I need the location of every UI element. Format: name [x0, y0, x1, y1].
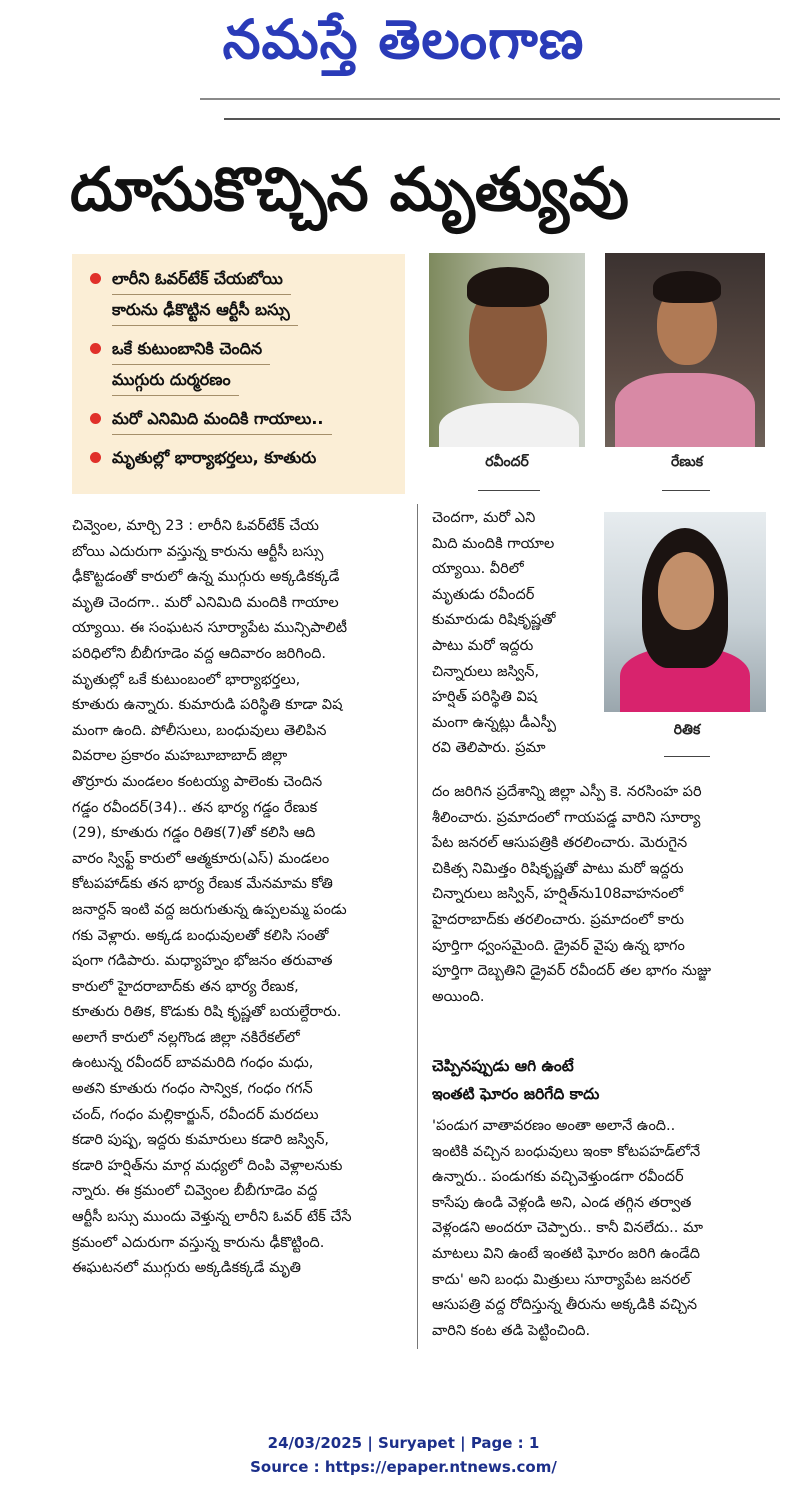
article-line: వివరాల ప్రకారం మహబూబాబాద్ జిల్లా	[72, 748, 288, 765]
article-line: రవి తెలిపారు. ప్రమా	[432, 740, 546, 757]
caption-ravinder: రవీందర్	[485, 454, 529, 470]
bullet-icon	[90, 413, 101, 424]
article-line: శీలించారు. ప్రమాదంలో గాయపడ్డ వారిని సూర్యా	[432, 809, 701, 826]
article-line: అతని కూతురు గంధం సాన్విక, గంధం గగన్	[72, 1081, 313, 1098]
article-line: దం జరిగిన ప్రదేశాన్ని జిల్లా ఎస్పీ కె. నరసింహ పరి	[432, 784, 702, 800]
article-line: ఉంటున్న రవీందర్ బావమరిది గంధం మధు,	[72, 1055, 314, 1072]
article-line: గకు వెళ్లారు. అక్కడ బంధువులతో కలిసి సంతో	[72, 927, 329, 944]
photo-renuka	[605, 253, 765, 447]
article-headline: దూసుకొచ్చిన మృత్యువు	[70, 155, 629, 225]
article-line: వెళ్లండని అందరూ చెప్పారు.. కానీ వినలేదు.. మా	[432, 1220, 703, 1237]
article-line: న్నారు. ఈ క్రమంలో చివ్వెంల బీబీగూడెం వద్ద	[72, 1183, 318, 1200]
article-line: గడ్డం రవీందర్(34).. తన భార్య గడ్డం రేణుక	[72, 799, 318, 816]
article-line: అలాగే కారులో నల్లగొండ జిల్లా నకిరేకల్‌లో	[72, 1029, 300, 1046]
article-line: బోయి ఎదురుగా వస్తున్న కారును ఆర్టీసీ బస్సు	[72, 543, 324, 560]
highlight-line: ఒకే కుటుంబానికి చెందిన	[112, 334, 270, 365]
top-divider	[200, 98, 780, 100]
caption-rule	[662, 490, 710, 491]
article-column-2-lower	[432, 780, 772, 1010]
article-line: కారులో హైదరాబాద్‌కు తన భార్య రేణుక,	[72, 978, 299, 995]
caption-rule	[478, 490, 540, 491]
highlight-item	[84, 443, 395, 473]
article-line: ఈఘటనలో ముగ్గురు అక్కడికక్కడే మృతి	[72, 1260, 302, 1277]
highlight-item	[84, 264, 395, 326]
highlight-line: ముగ్గురు దుర్మరణం	[112, 365, 239, 396]
highlight-item	[84, 334, 395, 396]
article-line: చిన్నారులు జస్విన్,	[432, 663, 540, 680]
article-line: మంగా ఉంది. పోలీసులు, బంధువులు తెలిపిన	[72, 722, 327, 739]
article-line: వారం స్విఫ్ట్ కారులో ఆత్మకూరు(ఎస్) మండలం	[72, 850, 330, 867]
article-line: పాటు మరో ఇద్దరు	[432, 637, 534, 654]
article-line: ఇంటికి వచ్చిన బంధువులు ఇంకా కోటపహడ్‌లోనే	[432, 1143, 701, 1160]
main-divider	[224, 118, 780, 120]
highlights-box	[72, 254, 405, 494]
article-line: కూతురు ఉన్నారు. కుమారుడి పరిస్థితి కూడా విష	[72, 697, 343, 714]
article-line: మృతుడు రవీందర్	[432, 586, 535, 603]
article-line: షంగా గడిపారు. మధ్యాహ్నం భోజనం తరువాత	[72, 953, 333, 970]
column-divider	[417, 504, 418, 1349]
article-line: కాదు' అని బంధు మిత్రులు సూర్యాపేట జనరల్	[432, 1271, 691, 1288]
article-line: ఢీకొట్టడంతో కారులో ఉన్న ముగ్గురు అక్కడికక్కడే	[72, 569, 340, 586]
article-line: మృతుల్లో ఒకే కుటుంబంలో భార్యాభర్తలు,	[72, 671, 301, 688]
article-line: కుమారుడు రిషికృష్ణతో	[432, 612, 556, 629]
article-line: చంద్, గంధం మల్లికార్జున్, రవీందర్ మరదలు	[72, 1106, 319, 1123]
article-line: 'పండుగ వాతావరణం అంతా అలానే ఉంది..	[432, 1118, 676, 1134]
photo-shirt	[439, 403, 579, 447]
photo-ravinder	[429, 253, 585, 447]
article-line: చెందగా, మరో ఎని	[432, 510, 536, 526]
highlight-line: లారీని ఓవర్‌టేక్ చేయబోయి	[112, 264, 291, 295]
article-line: హర్షిత్ పరిస్థితి విష	[432, 689, 538, 706]
article-line: య్యాయి. వీరిలో	[432, 561, 524, 578]
masthead-logo: నమస్తే తెలంగాణ	[222, 8, 585, 71]
header-rule	[200, 98, 780, 128]
article-line: పరిధిలోని బీబీగూడెం వద్ద ఆదివారం జరిగింది.	[72, 645, 327, 662]
highlight-item	[84, 404, 395, 435]
bullet-icon	[90, 273, 101, 284]
article-line: చివ్వెంల, మార్చి 23 : లారీని ఓవర్‌టేక్ చేయ	[72, 518, 319, 534]
article-line: పూర్తిగా ధ్వంసమైంది. డ్రైవర్ వైపు ఉన్న భాగం	[432, 937, 685, 954]
article-line: కడారి పుష్ప, ఇద్దరు కుమారులు కడారి జస్విన్,	[72, 1132, 330, 1149]
highlight-line: కారును ఢీకొట్టిన ఆర్టీసీ బస్సు	[112, 295, 298, 326]
photo-scarf	[615, 373, 755, 447]
caption-rithika: రితిక	[673, 722, 701, 738]
article-subhead	[432, 1052, 772, 1108]
article-line: కోటపహాడ్‌కు తన భార్య రేణుక మేనమామ కోతి	[72, 876, 333, 893]
photo-rithika	[604, 512, 766, 712]
article-line: చికిత్స నిమిత్తం రిషికృష్ణతో పాటు మరో ఇద్దరు	[432, 860, 684, 877]
article-line: ఉన్నారు.. పండుగకు వచ్చివెళ్తుండగా రవీందర్	[432, 1169, 684, 1186]
article-line: ఆర్టీసీ బస్సు ముందు వెళ్తున్న లారీని ఓవర్ టేక్ చేసే	[72, 1209, 352, 1226]
subhead-line: చెప్పినప్పుడు ఆగి ఉంటే	[432, 1057, 574, 1075]
highlight-line: మృతుల్లో భార్యాభర్తలు, కూతురు	[112, 448, 317, 467]
article-line: కడారి హర్షిత్‌ను మార్గ మధ్యలో దింపి వెళ్లాలనుకు	[72, 1157, 343, 1174]
article-line: కూతురు రితిక, కొడుకు రిషి కృష్ణతో బయల్దేరారు.	[72, 1004, 342, 1021]
article-line: (29), కూతురు గడ్డం రితిక(7)తో కలిసి ఆది	[72, 825, 316, 842]
caption-rule	[664, 756, 710, 757]
bullet-icon	[90, 343, 101, 354]
article-line: జనార్దన్ ఇంటి వద్ద జరుగుతున్న ఉప్పలమ్మ పండు	[72, 901, 347, 918]
article-line: పేట జనరల్ ఆసుపత్రికి తరలించారు. మెరుగైన	[432, 835, 688, 852]
footer-date-line: 24/03/2025 | Suryapet | Page : 1	[267, 1434, 540, 1452]
article-line: ఆసుపత్రి వద్ద రోదిస్తున్న తీరును అక్కడికి వచ్చిన	[432, 1297, 698, 1314]
article-column-2-upper	[432, 506, 592, 762]
article-line: కాసేపు ఉండి వెళ్లండి అని, ఎండ తగ్గిన తర్వాత	[432, 1194, 692, 1211]
article-line: మృతి చెందగా.. మరో ఎనిమిది మందికి గాయాల	[72, 594, 339, 611]
article-line: వారిని కంట తడి పెట్టించింది.	[432, 1322, 591, 1339]
article-line: మాటలు విని ఉంటే ఇంతటి ఘోరం జరిగి ఉండేది	[432, 1245, 701, 1262]
photo-hair	[653, 271, 721, 303]
article-column-1	[72, 514, 405, 1282]
photo-hair	[467, 267, 549, 307]
article-line: పూర్తిగా దెబ్బతిని డ్రైవర్ రవీందర్ తల భాగం నుజ్జు	[432, 963, 711, 980]
photo-face	[658, 552, 714, 630]
highlight-line: మరో ఎనిమిది మందికి గాయాలు..	[112, 404, 332, 435]
article-line: మిది మందికి గాయాల	[432, 535, 555, 552]
bullet-icon	[90, 452, 101, 463]
article-line: అయింది.	[432, 988, 485, 1005]
article-line: క్రమంలో ఎదురుగా వస్తున్న కారును ఢీకొట్టింది.	[72, 1234, 325, 1251]
article-line: చిన్నారులు జస్విన్, హర్షిత్‌ను108వాహనంలో	[432, 886, 684, 903]
subhead-line: ఇంతటి ఘోరం జరిగేది కాదు	[432, 1085, 600, 1103]
article-line: హైదరాబాద్‌కు తరలించారు. ప్రమాదంలో కారు	[432, 911, 684, 928]
article-column-2-bottom	[432, 1114, 772, 1344]
footer-source-line: Source : https://epaper.ntnews.com/	[250, 1458, 557, 1476]
article-line: య్యాయి. ఈ సంఘటన సూర్యాపేట మున్సిపాలిటీ	[72, 620, 348, 637]
caption-renuka: రేణుక	[670, 454, 704, 470]
article-line: తొర్రూరు మండలం కంటయ్య పాలెంకు చెందిన	[72, 773, 323, 790]
article-line: మంగా ఉన్నట్లు డీఎస్పీ	[432, 714, 556, 731]
